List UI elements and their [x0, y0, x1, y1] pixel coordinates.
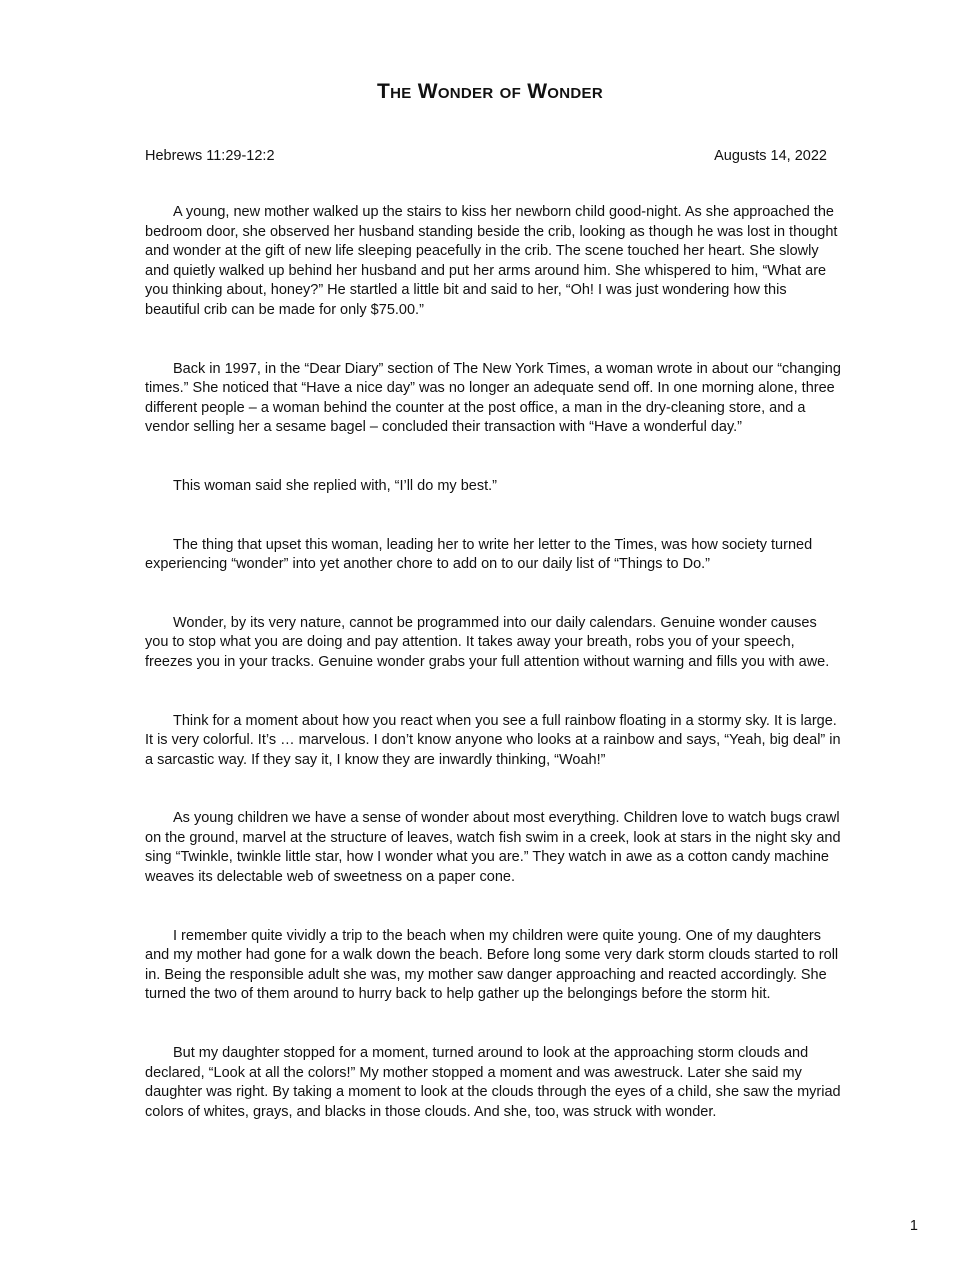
paragraph: A young, new mother walked up the stairs to kiss her newborn child good-night. As she approached the bedroom door, she observed her husband standing beside the crib, looking as though he was lost in thought and wonder at the gift of new life sleeping peacefully in the crib. The scene touched her heart. She slowly and quietly walked up behind her husband and put her arms around him. She whispered to him, “What are you thinking about, honey?” He startled a little bit and said to her, “Oh! I was just wondering how this beautiful crib can be made for only $75.00.” [145, 204, 838, 318]
paragraph: Wonder, by its very nature, cannot be programmed into our daily calendars. Genuine wonder causes you to stop what you are doing and pay attention. It takes away your breath, robs you of your speech, freezes you in your tracks. Genuine wonder grabs your full attention without warning and fills you with awe. [145, 614, 830, 670]
paragraph: The thing that upset this woman, leading her to write her letter to the Times, was how society turned experiencing “wonder” into yet another chore to add on to our daily list of “Things to Do.” [145, 536, 813, 573]
document-body [145, 203, 842, 1161]
paragraph: As young children we have a sense of wonder about most everything. Children love to watch bugs crawl on the ground, marvel at the structure of leaves, watch fish swim in a creek, look at stars in the night sky and sing “Twinkle, twinkle little star, how I wonder what you are.” They watch in awe as a cotton candy machine weaves its delectable web of sweetness on a paper cone. [145, 810, 841, 886]
paragraph: I remember quite vividly a trip to the beach when my children were quite young. One of my daughters and my mother had gone for a walk down the beach. Before long some very dark storm clouds started to roll in. Being the responsible adult she was, my mother saw danger approaching and reacted accordingly. She turned the two of them around to hurry back to help gather up the belongings before the storm hit. [145, 927, 839, 1003]
paragraph: But my daughter stopped for a moment, turned around to look at the approaching storm clouds and declared, “Look at all the colors!” My mother stopped a moment and was awestruck. Later she said my daughter was right. By taking a moment to look at the clouds through the eyes of a child, she saw the myriad colors of whites, grays, and blacks in those clouds. And she, too, was struck with wonder. [145, 1045, 841, 1120]
paragraph: Think for a moment about how you react when you see a full rainbow floating in a stormy sky. It is large. It is very colorful. It’s … marvelous. I don’t know anyone who looks at a rainbow and says, “Yeah, big deal” in a sarcastic way. If they say it, I know they are inwardly thinking, “Woah!” [145, 712, 841, 768]
scripture-reference: Hebrews 11:29-12:2 [145, 148, 275, 164]
sermon-meta [145, 146, 827, 166]
paragraph: This woman said she replied with, “I’ll do my best.” [173, 477, 497, 494]
page-number: 1 [909, 1218, 918, 1234]
document-title: The Wonder of Wonder [377, 80, 603, 103]
sermon-date: Augusts 14, 2022 [714, 148, 827, 164]
paragraph: Back in 1997, in the “Dear Diary” section of The New York Times, a woman wrote in about our “changing times.” She noticed that “Have a nice day” was no longer an adequate send off. In one morning alone, three different people – a woman behind the counter at the post office, a man in the dry-cleaning store, and a vendor selling her a sesame bagel – concluded their transaction with “Have a wonderful day.” [145, 360, 841, 436]
